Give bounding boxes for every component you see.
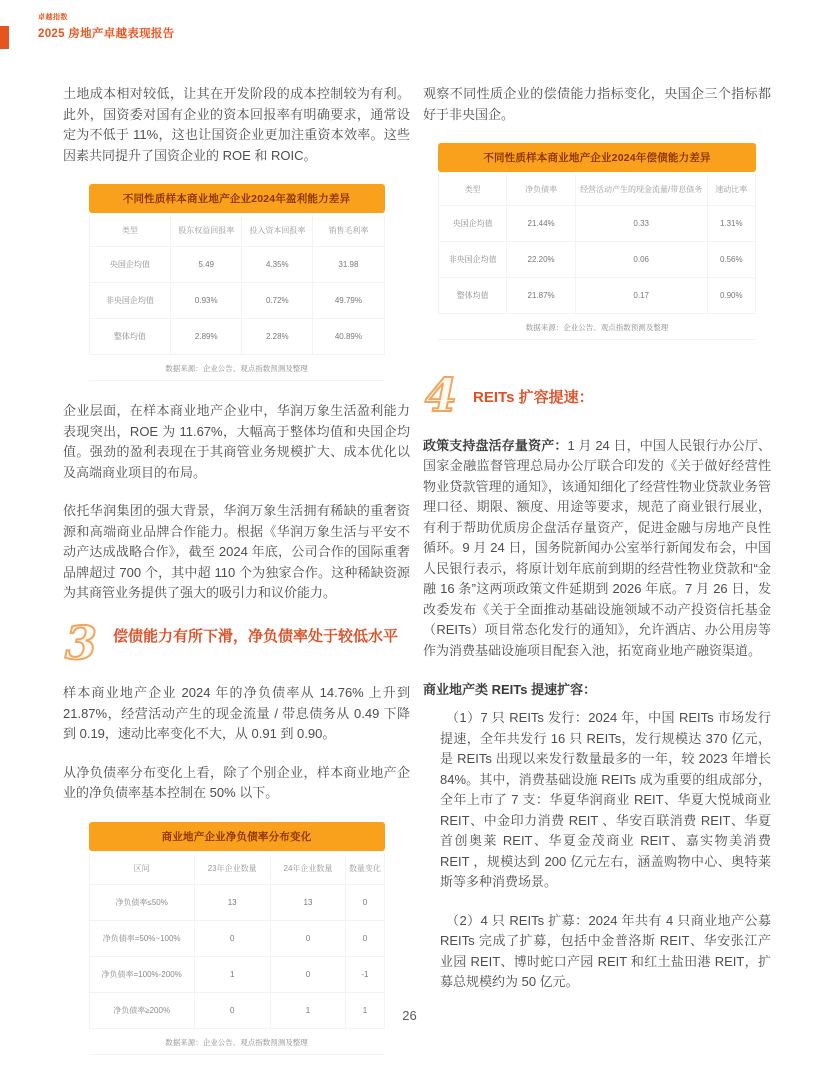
solvency-table-grid xyxy=(438,174,756,314)
paragraph-crland-brands: 依托华润集团的强大背景，华润万象生活拥有稀缺的重奢资源和高端商业品牌合作能力。根据《华润万象生活与平安不动产达成战略合作》，截至 2024 年底，公司合作的国际重奢品牌超过 700 个，其中超 110 个为独家合作。这种稀缺资源为其商管业务提供了强大的吸引力和议价能力。 xyxy=(63,503,410,600)
column-header: 23年企业数量 xyxy=(194,853,270,885)
paragraph-debt-distribution: 从净负债率分布变化上看，除了个别企业，样本商业地产企业的净负债率基本控制在 50% 以下。 xyxy=(63,764,410,801)
paragraph-lead: 政策支持盘活存量资产： xyxy=(423,437,568,453)
paragraph-reits-fundraising: （2）4 只 REITs 扩募：2024 年共有 4 只商业地产公募 REITs 完成了扩募，包括中金普洛斯 REIT、华安张江产业园 REIT、博时蛇口产园 REIT 和红土盐田港 REIT，扩募总规模约为 50 亿元。 xyxy=(440,912,771,990)
paragraph-land-cost: 土地成本相对较低，让其在开发阶段的成本控制较为有利。此外，国资委对国有企业的资本回报率有明确要求，通常设定为不低于 11%，这也让国资企业更加注重资本效率。这些因素共同提升了国资企业的 ROE 和 ROIC。 xyxy=(63,86,410,163)
column-header: 数量变化 xyxy=(346,853,384,885)
table-row xyxy=(439,206,756,242)
column-header: 区间 xyxy=(89,853,194,885)
cell-value: 1 xyxy=(194,956,270,992)
cell-value: 0 xyxy=(346,884,384,920)
table-row xyxy=(89,319,384,355)
row-label: 净负债率=100%-200% xyxy=(89,956,194,992)
table-row xyxy=(439,278,756,314)
cell-value: 13 xyxy=(270,884,346,920)
cell-value: 2.28% xyxy=(242,319,313,355)
cell-value: 21.87% xyxy=(507,278,575,314)
cell-value: 21.44% xyxy=(507,206,575,242)
paragraph-reits-issuance: （1）7 只 REITs 发行：2024 年，中国 REITs 市场发行提速，全年共发行 16 只 REITs，发行规模达 370 亿元，是 REITs 出现以来发行数量最多的一年，较 2023 年增长 84%。其中，消费基础设施 REITs 成为重要的组成部分，全年上市了 7 支：华夏华润商业 REIT、华夏大悦城商业 REIT、中金印力消费 REIT 、华安百联消费 REIT、华夏首创奥莱 REIT、华夏金茂商业 REIT、嘉实物美消费 REIT ，规模达到 200 亿元左右，涵盖购物中心、奥特莱斯等多种消费场景。 xyxy=(440,710,771,890)
table-row xyxy=(439,242,756,278)
row-label: 净负债率≤50% xyxy=(89,884,194,920)
report-header xyxy=(38,12,174,41)
row-label: 整体均值 xyxy=(439,278,507,314)
reits-expansion-subtitle: 商业地产类 REITs 提速扩容： xyxy=(423,682,597,698)
profitability-table xyxy=(89,184,385,381)
cell-value: 0 xyxy=(194,920,270,956)
section-4-heading xyxy=(423,368,771,422)
column-header: 股东权益回报率 xyxy=(171,215,242,247)
paragraph-policy xyxy=(423,436,771,662)
row-label: 央国企均值 xyxy=(89,247,171,283)
paragraph-solvency-compare: 观察不同性质企业的偿债能力指标变化，央国企三个指标都好于非央国企。 xyxy=(423,86,771,122)
table-source-note: 数据来源：企业公告、观点指数预测及整理 xyxy=(89,355,385,381)
row-label: 非央国企均值 xyxy=(439,242,507,278)
section-number: 3 xyxy=(65,615,98,670)
table-row xyxy=(89,956,384,992)
cell-value: 1 xyxy=(346,992,384,1028)
row-label: 整体均值 xyxy=(89,319,171,355)
row-label: 央国企均值 xyxy=(439,206,507,242)
column-header: 24年企业数量 xyxy=(270,853,346,885)
table-row xyxy=(89,920,384,956)
row-label: 净负债率=50%~100% xyxy=(89,920,194,956)
left-column xyxy=(63,84,410,1075)
paragraph-text: 1 月 24 日，中国人民银行办公厅、国家金融监督管理总局办公厅联合印发的《关于做好经营性物业贷款管理的通知》，该通知细化了经营性物业贷款业务管理口径、期限、额度、用途等要求，规范了商业银行展业，有利于帮助优质房企盘活存量资产，促进金融与房地产良性循环。9 月 24 日，国务院新闻办公室举行新闻发布会，中国人民银行表示，将原计划年底前到期的经营性物业贷款和“金融 16 条”这两项政策文件延期到 2026 年底。7 月 26 日，发改委发布《关于全面推动基础设施领域不动产投资信托基金（REITs）项目常态化发行的通知》，允许酒店、办公用房等作为消费基础设施项目配套入池，拓宽商业地产融资渠道。 xyxy=(423,437,771,658)
cell-value: 0 xyxy=(194,992,270,1028)
table-header-row xyxy=(439,174,756,206)
column-header: 速动比率 xyxy=(707,174,755,206)
column-header: 类型 xyxy=(439,174,507,206)
cell-value: -1 xyxy=(346,956,384,992)
page-content xyxy=(63,84,771,1075)
cell-value: 49.79% xyxy=(313,283,384,319)
cell-value: 0 xyxy=(270,956,346,992)
table-row xyxy=(89,247,384,283)
table-header-row xyxy=(89,215,384,247)
cell-value: 1 xyxy=(270,992,346,1028)
cell-value: 40.89% xyxy=(313,319,384,355)
cell-value: 0.33 xyxy=(575,206,707,242)
table-header-row xyxy=(89,853,384,885)
brand-accent-bar xyxy=(0,26,9,49)
table-row xyxy=(89,283,384,319)
table-title: 商业地产企业净负债率分布变化 xyxy=(89,822,385,851)
section-title: 偿债能力有所下滑，净负债率处于较低水平 xyxy=(113,627,399,645)
cell-value: 4.35% xyxy=(242,247,313,283)
cell-value: 0.06 xyxy=(575,242,707,278)
cell-value: 0.90% xyxy=(707,278,755,314)
column-header: 销售毛利率 xyxy=(313,215,384,247)
page-number: 26 xyxy=(402,1008,417,1023)
cell-value: 0.93% xyxy=(171,283,242,319)
cell-value: 0.72% xyxy=(242,283,313,319)
paragraph-debt-ratio: 样本商业地产企业 2024 年的净负债率从 14.76% 上升到 21.87%，经营活动产生的现金流量 / 带息债务从 0.49 下降到 0.19，速动比率变化不大，从 0.91 到 0.90。 xyxy=(63,685,410,742)
cell-value: 31.98 xyxy=(313,247,384,283)
cell-value: 0.56% xyxy=(707,242,755,278)
table-source-note: 数据来源：企业公告、观点指数预测及整理 xyxy=(438,314,756,340)
row-label: 非央国企均值 xyxy=(89,283,171,319)
cell-value: 13 xyxy=(194,884,270,920)
right-column xyxy=(423,84,771,1075)
section-3-heading xyxy=(63,615,410,670)
net-debt-table-grid xyxy=(89,853,385,1029)
cell-value: 0 xyxy=(346,920,384,956)
paragraph-crland-roe: 企业层面，在样本商业地产企业中，华润万象生活盈利能力表现突出，ROE 为 11.67%，大幅高于整体均值和央国企均值。强劲的盈利表现在于其商管业务规模扩大、成本优化以及高端商业项目的布局。 xyxy=(63,403,410,480)
column-header: 投入资本回报率 xyxy=(242,215,313,247)
brand-name: 卓越指数 xyxy=(38,14,68,21)
table-row xyxy=(89,884,384,920)
column-header: 净负债率 xyxy=(507,174,575,206)
row-label: 净负债率≥200% xyxy=(89,992,194,1028)
cell-value: 0 xyxy=(270,920,346,956)
report-title: 2025 房地产卓越表现报告 xyxy=(38,28,175,40)
column-header: 类型 xyxy=(89,215,171,247)
table-title: 不同性质样本商业地产企业2024年盈利能力差异 xyxy=(89,184,385,213)
profitability-table-grid xyxy=(89,215,385,355)
section-title: REITs 扩容提速： xyxy=(473,389,594,406)
column-header: 经营活动产生的现金流量/带息债务 xyxy=(575,174,707,206)
solvency-table xyxy=(438,143,756,340)
cell-value: 1.31% xyxy=(707,206,755,242)
cell-value: 2.89% xyxy=(171,319,242,355)
cell-value: 5.49 xyxy=(171,247,242,283)
cell-value: 22.20% xyxy=(507,242,575,278)
table-title: 不同性质样本商业地产企业2024年偿债能力差异 xyxy=(438,143,756,172)
section-number: 4 xyxy=(425,368,458,422)
table-source-note: 数据来源：企业公告、观点指数预测及整理 xyxy=(89,1029,385,1055)
cell-value: 0.17 xyxy=(575,278,707,314)
